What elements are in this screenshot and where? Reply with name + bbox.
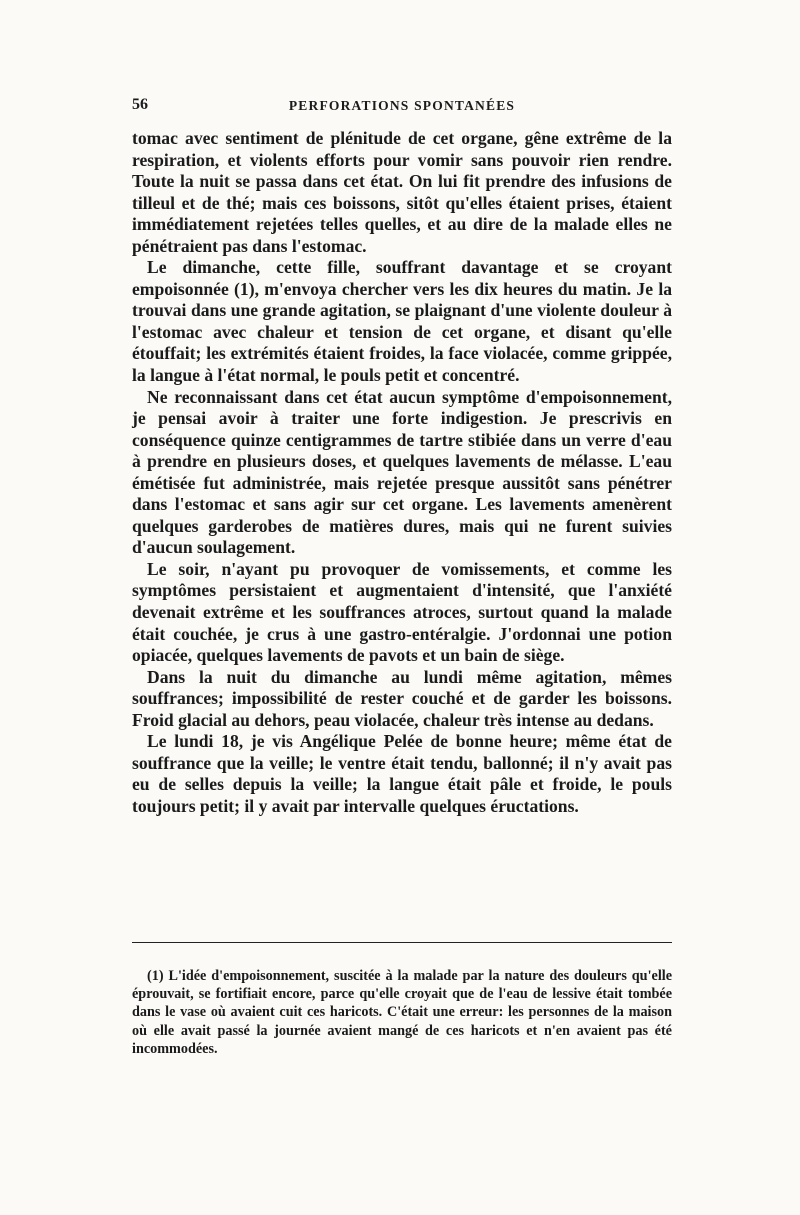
paragraph-continuation: tomac avec sentiment de plénitude de cet organe, gêne extrême de la respiration, et violents efforts pour vomir sans pouvoir rien rendre. Toute la nuit se passa dans cet état. On lui fit prendre des infusions de tilleul et de thé; mais ces boissons, sitôt qu'elles étaient prises, étaient immédiatement rejetées telles quelles, et au dire de la malade elles ne pénétraient pas dans l'estomac.	[132, 128, 672, 256]
paragraph-le-soir: Le soir, n'ayant pu provoquer de vomissements, et comme les symptômes persistaient et augmentaient d'intensité, que l'anxiété devenait extrême et les souffrances atroces, surtout quand la malade était couchée, je crus à une gastro-entéralgie. J'ordonnai une potion opiacée, quelques lavements de pavots et un bain de siège.	[132, 558, 672, 666]
running-title: PERFORATIONS SPONTANÉES	[288, 98, 516, 113]
body-text	[132, 128, 672, 818]
paragraph-lundi: Le lundi 18, je vis Angélique Pelée de bonne heure; même état de souffrance que la veille; le ventre était tendu, ballonné; il n'y avait pas eu de selles depuis la veille; la langue était pâle et froide, le pouls toujours petit; il y avait par intervalle quelques éructations.	[132, 731, 672, 816]
footnote-divider	[132, 942, 672, 943]
footnote-text: (1) L'idée d'empoisonnement, suscitée à la malade par la nature des douleurs qu'elle éprouvait, se fortifiait encore, parce qu'elle croyait que de l'eau de lessive était tombée dans le vase où avaient cuit ces haricots. C'était une erreur: les personnes de la maison où elle avait passé la journée avaient mangé de ces haricots et n'en avaient pas été incommodées.	[132, 968, 672, 1057]
paragraph-dimanche: Le dimanche, cette fille, souffrant davantage et se croyant empoisonnée (1), m'envoya chercher vers les dix heures du matin. Je la trouvai dans une grande agitation, se plaignant d'une violente douleur à l'estomac avec chaleur et tension de cet organe, et disant qu'elle étouffait; les extrémités étaient froides, la face violacée, comme grippée, la langue à l'état normal, le pouls petit et concentré.	[132, 257, 672, 386]
page-number: 56	[132, 96, 148, 113]
footnote	[132, 967, 672, 1058]
paragraph-indigestion: Ne reconnaissant dans cet état aucun symptôme d'empoisonnement, je pensai avoir à traiter une forte indigestion. Je prescrivis en conséquence quinze centigrammes de tartre stibiée dans un verre d'eau à prendre en plusieurs doses, et quelques lavements de mélasse. L'eau émétisée fut administrée, mais rejetée presque aussitôt sans pénétrer dans l'estomac et sans agir sur cet organe. Les lavements amenèrent quelques garderobes de matières dures, mais qui ne furent suivies d'aucun soulagement.	[132, 386, 672, 558]
paragraph-nuit: Dans la nuit du dimanche au lundi même agitation, mêmes souffrances; impossibilité de rester couché et de garder les boissons. Froid glacial au dehors, peau violacée, chaleur très intense au dedans.	[132, 666, 672, 730]
page-header	[132, 96, 672, 120]
